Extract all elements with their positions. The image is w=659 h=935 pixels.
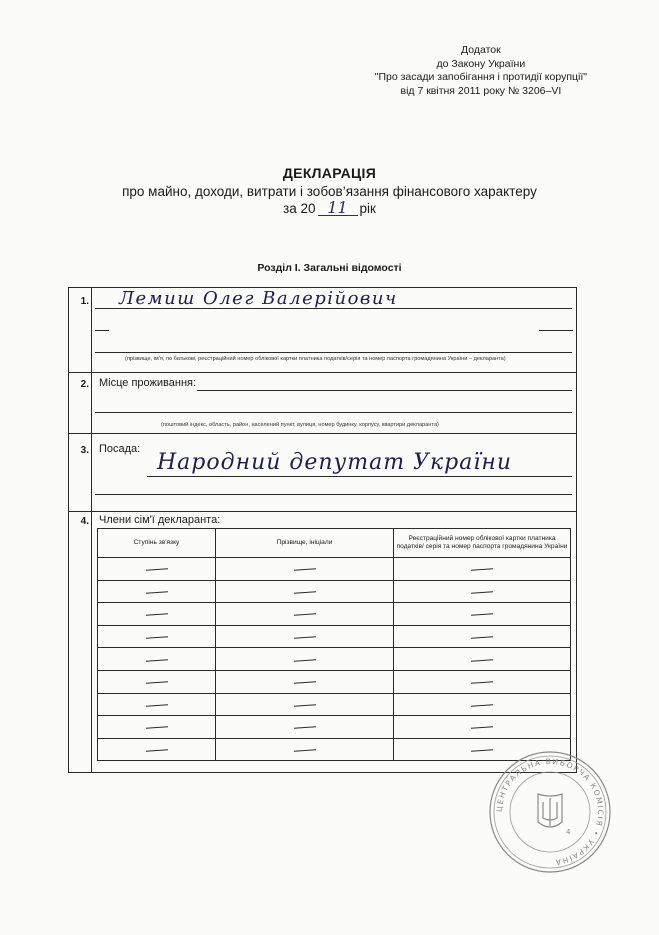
year-prefix: за 20 xyxy=(283,201,316,216)
table-header-row xyxy=(98,529,571,558)
residence-line-2 xyxy=(95,412,572,413)
divider-1 xyxy=(69,372,576,373)
table-row xyxy=(98,670,571,693)
year-line xyxy=(0,198,659,217)
field-1-number: 1. xyxy=(80,296,89,307)
year-suffix: рік xyxy=(359,201,376,216)
divider-3 xyxy=(69,511,576,512)
declarant-name-handwritten: Лемиш Олег Валерійович xyxy=(119,288,398,309)
family-members-table xyxy=(97,528,571,761)
table-row xyxy=(98,625,571,648)
position-line-1 xyxy=(147,476,572,477)
residence-label: Місце проживання: xyxy=(99,377,197,389)
field-3-number: 3. xyxy=(80,445,89,456)
annex-line-1: Додаток xyxy=(461,44,501,56)
field-2-hint: (поштовий індекс, область, район, населений пункт, вулиця, номер будинку, корпусу, квартири декларанта) xyxy=(161,422,439,428)
col-name-initials: Прізвище, ініціали xyxy=(216,529,394,558)
name-line-3 xyxy=(95,352,572,353)
table-row xyxy=(98,603,571,626)
position-line-2 xyxy=(95,494,572,495)
annex-line-2: до Закону України xyxy=(436,57,526,70)
field-1-hint: (прізвище, ім'я, по батькові, реєстраційний номер облікової картки платника податків/серія та номер паспорта громадянина України – декларанта) xyxy=(125,356,506,362)
name-line-2-left xyxy=(95,330,109,331)
general-info-form xyxy=(68,287,577,773)
position-label: Посада: xyxy=(99,443,141,455)
number-column xyxy=(69,288,92,772)
trident-icon xyxy=(538,794,562,827)
col-relationship: Ступінь зв'язку xyxy=(98,529,216,558)
stamp-number: 4 xyxy=(566,828,571,836)
position-handwritten: Народний депутат України xyxy=(157,450,513,475)
annex-line-4: від 7 квітня 2011 року № 3206–VI xyxy=(400,84,562,97)
official-stamp-icon xyxy=(488,750,612,874)
name-underline xyxy=(95,308,572,309)
section-title: Розділ І. Загальні відомості xyxy=(257,262,402,274)
residence-line-1 xyxy=(197,390,572,391)
annex-line-3: "Про засади запобігання і протидії корупції" xyxy=(374,71,587,83)
field-2-number: 2. xyxy=(80,379,89,390)
table-row xyxy=(98,580,571,603)
annex-header xyxy=(375,44,587,98)
table-row xyxy=(98,693,571,716)
page-title: ДЕКЛАРАЦІЯ xyxy=(282,165,377,181)
divider-2 xyxy=(69,433,576,434)
table-row xyxy=(98,558,571,581)
family-label: Члени сім'ї декларанта: xyxy=(99,514,221,526)
table-row xyxy=(98,648,571,671)
year-value: 11 xyxy=(318,201,358,216)
declaration-header xyxy=(0,165,659,216)
col-tax-id: Реєстраційний номер облікової картки платника податків/ серія та номер паспорта громадянина України xyxy=(394,529,571,558)
page-subtitle: про майно, доходи, витрати і зобов’язання фінансового характеру xyxy=(122,184,537,199)
stamp-text: ЦЕНТРАЛЬНА ВИБОРЧА КОМІСІЯ • УКРАЇНА xyxy=(494,756,606,867)
field-4-number: 4. xyxy=(80,516,89,527)
name-line-2-right xyxy=(539,330,573,331)
table-row xyxy=(98,716,571,739)
